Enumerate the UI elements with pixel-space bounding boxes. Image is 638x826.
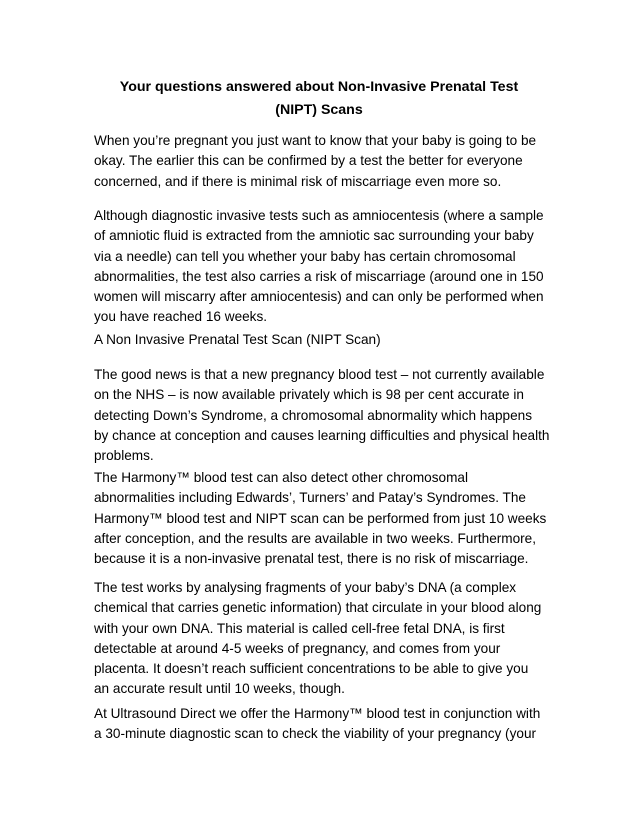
paragraph-ultrasound-direct [94, 704, 550, 745]
paragraph-good-news [94, 365, 550, 466]
text-line: At Ultrasound Direct we offer the Harmony™ blood test in conjunction with [94, 706, 541, 721]
text-line: chemical that carries genetic information) that circulate in your blood along [94, 600, 542, 616]
text-line: The Harmony™ blood test can also detect other chromosomal [94, 470, 469, 485]
text-line: abnormalities, the test also carries a risk of miscarriage (around one in 150 [94, 268, 544, 284]
text-line: of amniotic fluid is extracted from the amniotic sac surrounding your baby [94, 228, 534, 244]
section-heading-nipt [94, 330, 550, 350]
text-line: an accurate result until 10 weeks, though. [94, 681, 345, 697]
text-line: problems. [94, 448, 154, 464]
text-line: Although diagnostic invasive tests such as amniocentesis (where a sample [94, 208, 544, 223]
text-line: via a needle) can tell you whether your baby has certain chromosomal [94, 248, 516, 264]
text-line: detecting Down’s Syndrome, a chromosomal abnormality which happens [94, 407, 532, 423]
paragraph-invasive-tests [94, 206, 550, 328]
text-line: The good news is that a new pregnancy blood test – not currently available [94, 367, 545, 382]
text-line: on the NHS – is now available privately which is 98 per cent accurate in [94, 387, 524, 403]
text-line: by chance at conception and causes learning difficulties and physical health [94, 427, 550, 443]
text-line: women will miscarry after amniocentesis) and can only be performed when [94, 289, 544, 305]
title-line: (NIPT) Scans [275, 102, 363, 118]
paragraph-harmony [94, 468, 550, 569]
text-line: a 30-minute diagnostic scan to check the viability of your pregnancy (your [94, 726, 537, 742]
paragraph-dna [94, 578, 550, 700]
text-line: abnormalities including Edwards’, Turners’ and Patay’s Syndromes. The [94, 490, 526, 506]
text-line: placenta. It doesn’t reach sufficient concentrations to be able to give you [94, 661, 529, 677]
text-line: with your own DNA. This material is called cell-free fetal DNA, is first [94, 620, 505, 636]
text-line: okay. The earlier this can be confirmed by a test the better for everyone [94, 153, 523, 169]
text-line: after conception, and the results are available in two weeks. Furthermore, [94, 530, 537, 546]
text-line: The test works by analysing fragments of your baby’s DNA (a complex [94, 580, 517, 595]
text-line: A Non Invasive Prenatal Test Scan (NIPT Scan) [94, 332, 381, 347]
text-line: concerned, and if there is minimal risk of miscarriage even more so. [94, 173, 502, 189]
text-line: because it is a non-invasive prenatal test, there is no risk of miscarriage. [94, 551, 529, 567]
paragraph-intro [94, 131, 550, 192]
text-line: detectable at around 4-5 weeks of pregnancy, and comes from your [94, 640, 501, 656]
document-title [100, 76, 538, 122]
text-line: you have reached 16 weeks. [94, 309, 268, 325]
text-line: Harmony™ blood test and NIPT scan can be performed from just 10 weeks [94, 510, 547, 526]
text-line: When you’re pregnant you just want to know that your baby is going to be [94, 133, 537, 148]
title-line: Your questions answered about Non-Invasive Prenatal Test [119, 79, 519, 95]
